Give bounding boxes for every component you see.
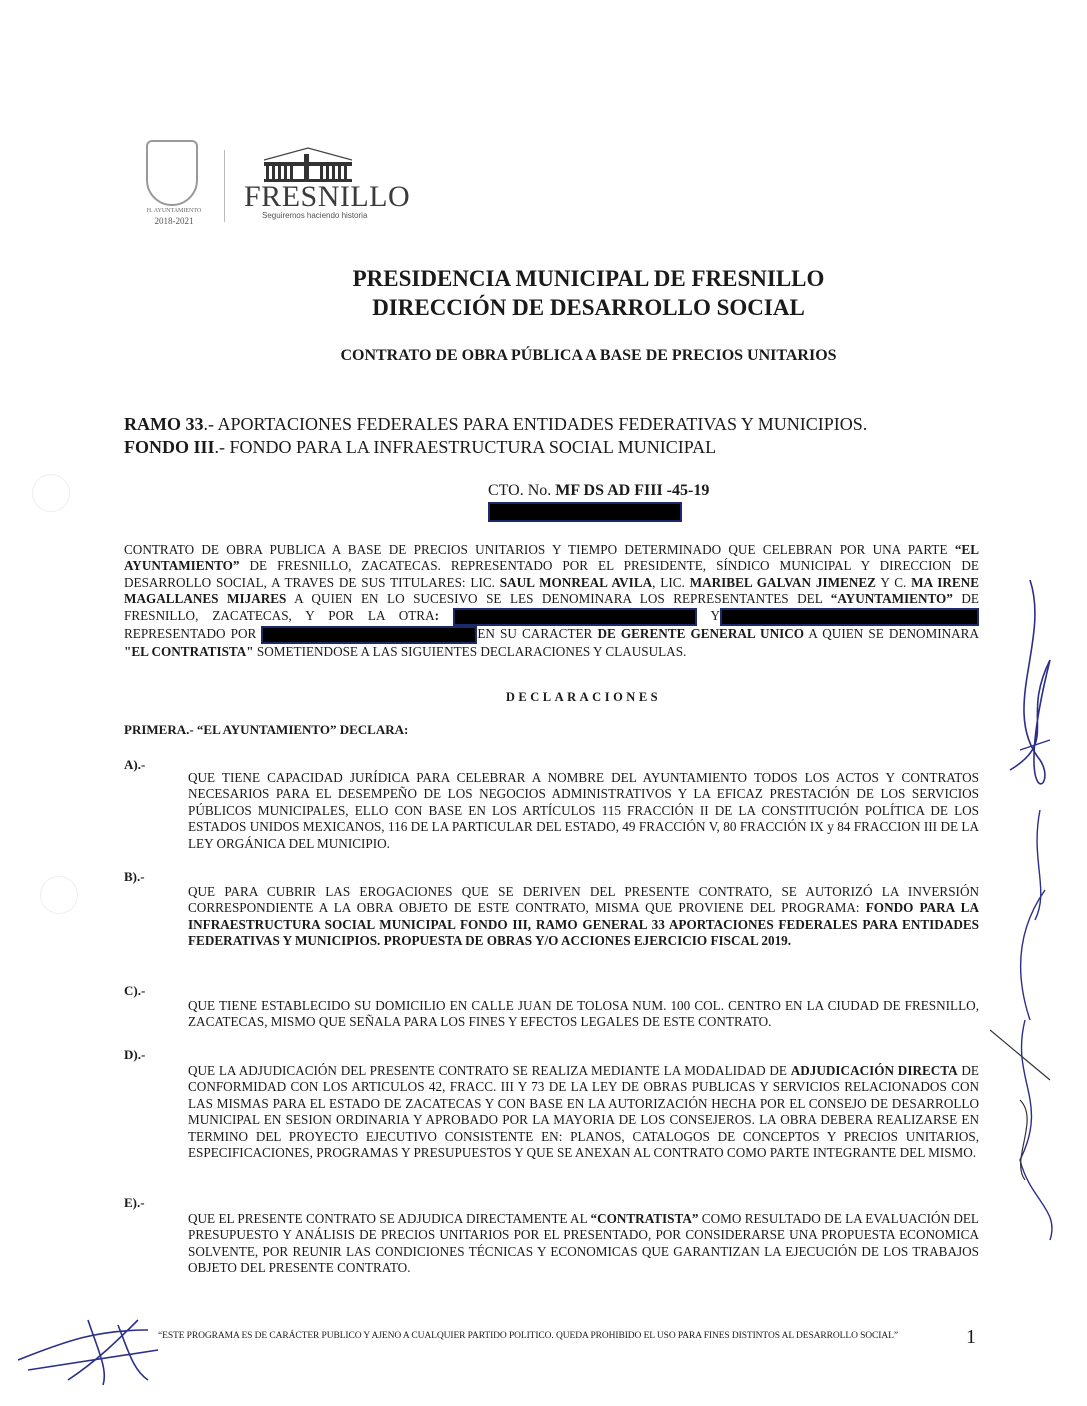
- fondo-text: .- FONDO PARA LA INFRAESTRUCTURA SOCIAL MUNICIPAL: [214, 437, 717, 457]
- declaration-letter: D).-: [124, 1047, 146, 1062]
- text-segment: CONTRATO DE OBRA PUBLICA A BASE DE PRECIOS UNITARIOS Y TIEMPO DETERMINADO QUE CELEBRAN POR UNA PARTE: [124, 542, 955, 557]
- shield-caption: H. AYUNTAMIENTO: [146, 208, 202, 214]
- page-number: 1: [966, 1326, 976, 1348]
- bold-text: DE GERENTE GENERAL UNICO: [597, 625, 805, 641]
- ramo-line: [124, 414, 867, 435]
- declaration-paragraph: [188, 884, 979, 950]
- declaration-letter: C).-: [124, 983, 146, 998]
- text-segment: COMO RESULTADO DE LA EVALUACIÓN DEL PRESUPUESTO Y ANÁLISIS DE PRECIOS UNITARIOS POR EL PRESENTADO, POR CONSIDERARSE UNA PROPUESTA ECONOMICA SOLVENTE, POR REUNIR LAS CONDICIONES TÉCNICAS Y ECONOMICAS QUE GARANTIZAN LA EJECUCIÓN DE LOS TRABAJOS OBJETO DEL PRESENTE CONTRATO.: [188, 1211, 979, 1276]
- handwritten-signature: [990, 560, 1070, 1260]
- text-segment: QUE TIENE CAPACIDAD JURÍDICA PARA CELEBRAR A NOMBRE DEL AYUNTAMIENTO TODOS LOS ACTOS Y CONTRATOS NECESARIOS PARA EL DESEMPEÑO DE LOS NEGOCIOS ADMINISTRATIVOS Y LA EFICAZ PRESTACIÓN DE LOS SERVICIOS PÚBLICOS MUNICIPALES, ELLO CON BASE EN LOS ARTÍCULOS 115 FRACCIÓN II DE LA CONSTITUCIÓN POLÍTICA DE LOS ESTADOS UNIDOS MEXICANOS, 116 DE LA PARTICULAR DEL ESTADO, 49 FRACCIÓN V, 80 FRACCIÓN IX y 84 FRACCION III DE LA LEY ORGÁNICA DEL MUNICIPIO.: [188, 770, 979, 851]
- bold-text: “EL AYUNTAMIENTO”: [124, 542, 979, 574]
- text-segment: QUE EL PRESENTE CONTRATO SE ADJUDICA DIRECTAMENTE AL: [188, 1211, 591, 1226]
- declaration-letter: B).-: [124, 869, 145, 884]
- text-segment: EN SU CARACTER: [477, 625, 598, 641]
- declarations-title: DECLARACIONES: [505, 690, 662, 704]
- text-segment: SOMETIENDOSE A LAS SIGUIENTES DECLARACIONES Y CLAUSULAS.: [253, 643, 687, 659]
- title-line-1: PRESIDENCIA MUNICIPAL DE FRESNILLO: [352, 266, 825, 291]
- redacted-block: [720, 608, 979, 626]
- title-line-2: DIRECCIÓN DE DESARROLLO SOCIAL: [372, 295, 805, 320]
- declaration-paragraph: [188, 770, 979, 852]
- text-segment: Y C.: [875, 574, 912, 590]
- text-segment: DE CONFORMIDAD CON LOS ARTICULOS 42, FRACC. III Y 73 DE LA LEY DE OBRAS PUBLICAS Y SERVICIOS RELACIONADOS CON LAS MISMAS PARA EL ESTADO DE ZACATECAS Y CON BASE EN LA AUTORIZACIÓN HECHA POR EL CONSEJO DE DESARROLLO MUNICIPAL EN SESION ORDINARIA Y APROBADO POR LA MAYORIA DE LOS CONSEJEROS. LA OBRA DEBERA REALIZARSE EN TERMINO DEL PROYECTO EJECUTIVO CONSISTENTE EN: PLANOS, CATALOGOS DE CONCEPTOS Y PRECIOS UNITARIOS, ESPECIFICACIONES, PROGRAMAS Y PRESUPUESTOS Y QUE SE ANEXAN AL CONTRATO COMO PARTE INTEGRANTE DEL MISMO.: [188, 1063, 979, 1161]
- declaration-paragraph: [188, 998, 979, 1031]
- redacted-block: [488, 502, 682, 522]
- primera-heading: PRIMERA.- “EL AYUNTAMIENTO” DECLARA:: [124, 722, 409, 737]
- ramo-label: RAMO 33: [124, 414, 204, 434]
- declaration-paragraph: [188, 1063, 979, 1161]
- bold-text: “CONTRATISTA”: [590, 1211, 699, 1226]
- text-segment: QUE PARA CUBRIR LAS EROGACIONES QUE SE DERIVEN DEL PRESENTE CONTRATO, SE AUTORIZÓ LA INVERSIÓN CORRESPONDIENTE A LA OBRA OBJETO DE ESTE CONTRATO, MISMA QUE PROVIENE DEL PROGRAMA:: [188, 884, 979, 916]
- intro-paragraph: [124, 542, 979, 660]
- fresnillo-tagline: Seguiremos haciendo historia: [262, 211, 368, 220]
- contract-number-line: [488, 482, 709, 500]
- text-segment: QUE LA ADJUDICACIÓN DEL PRESENTE CONTRATO SE REALIZA MEDIANTE LA MODALIDAD DE: [188, 1063, 791, 1078]
- text-segment: QUE TIENE ESTABLECIDO SU DOMICILIO EN CALLE JUAN DE TOLOSA NUM. 100 COL. CENTRO EN LA CIUDAD DE FRESNILLO, ZACATECAS, MISMO QUE SEÑALA PARA LOS FINES Y EFECTOS LEGALES DE ESTE CONTRATO.: [188, 998, 979, 1030]
- ramo-text: .- APORTACIONES FEDERALES PARA ENTIDADES FEDERATIVAS Y MUNICIPIOS.: [203, 414, 868, 434]
- bold-text: "EL CONTRATISTA": [124, 643, 254, 659]
- bold-text: FONDO PARA LA INFRAESTRUCTURA SOCIAL MUNICIPAL FONDO III, RAMO GENERAL 33 APORTACIONES FEDERALES PARA ENTIDADES FEDERATIVAS Y MUNICIPIOS. PROPUESTA DE OBRAS Y/O ACCIONES EJERCICIO FISCAL 2019.: [188, 900, 979, 949]
- declaration-letter: E).-: [124, 1195, 145, 1210]
- punch-hole-mark: [40, 876, 78, 914]
- punch-hole-mark: [32, 474, 70, 512]
- text-segment: REPRESENTADO POR: [124, 625, 262, 641]
- bold-text: :: [434, 607, 453, 623]
- fresnillo-wordmark: FRESNILLO: [244, 180, 411, 213]
- fresnillo-building-logo: [260, 146, 356, 182]
- bold-text: MARIBEL GALVAN JIMENEZ: [689, 574, 876, 590]
- declaration-paragraph: [188, 1211, 979, 1277]
- text-segment: DE FRESNILLO, ZACATECAS. REPRESENTADO POR EL PRESIDENTE, SÍNDICO MUNICIPAL Y DIRECCION DE DESARROLLO SOCIAL, A TRAVES DE SUS TITULARES: LIC.: [124, 558, 979, 590]
- municipal-shield-logo: [146, 140, 198, 206]
- bold-text: “AYUNTAMIENTO”: [830, 591, 953, 607]
- contract-subtitle: CONTRATO DE OBRA PÚBLICA A BASE DE PRECIOS UNITARIOS: [340, 347, 837, 364]
- text-segment: DE FRESNILLO, ZACATECAS, Y POR LA OTRA: [124, 591, 979, 623]
- redacted-block: [453, 608, 697, 626]
- initials-signature: [8, 1300, 168, 1390]
- text-segment: , LIC.: [652, 574, 690, 590]
- declaration-letter: A).-: [124, 757, 146, 772]
- contract-number: MF DS AD FIII -45-19: [555, 482, 710, 499]
- bold-text: SAUL MONREAL AVILA: [499, 574, 653, 590]
- fondo-line: [124, 437, 716, 458]
- footer-note: “ESTE PROGRAMA ES DE CARÁCTER PUBLICO Y AJENO A CUALQUIER PARTIDO POLITICO. QUEDA PROHIBIDO EL USO PARA FINES DISTINTOS AL DESARROLLO SOCIAL”: [158, 1331, 898, 1341]
- fondo-label: FONDO III: [124, 437, 215, 457]
- redacted-block: [261, 626, 477, 644]
- text-segment: A QUIEN EN LO SUCESIVO SE LES DENOMINARA LOS REPRESENTANTES DEL: [286, 591, 831, 607]
- logo-divider: [224, 150, 225, 222]
- shield-years: 2018-2021: [154, 216, 194, 226]
- text-segment: A QUIEN SE DENOMINARA: [804, 625, 979, 641]
- contract-number-prefix: CTO. No.: [488, 482, 556, 499]
- bold-text: ADJUDICACIÓN DIRECTA: [790, 1063, 958, 1078]
- text-segment: Y: [696, 607, 720, 623]
- bold-text: MA IRENE MAGALLANES MIJARES: [124, 574, 979, 607]
